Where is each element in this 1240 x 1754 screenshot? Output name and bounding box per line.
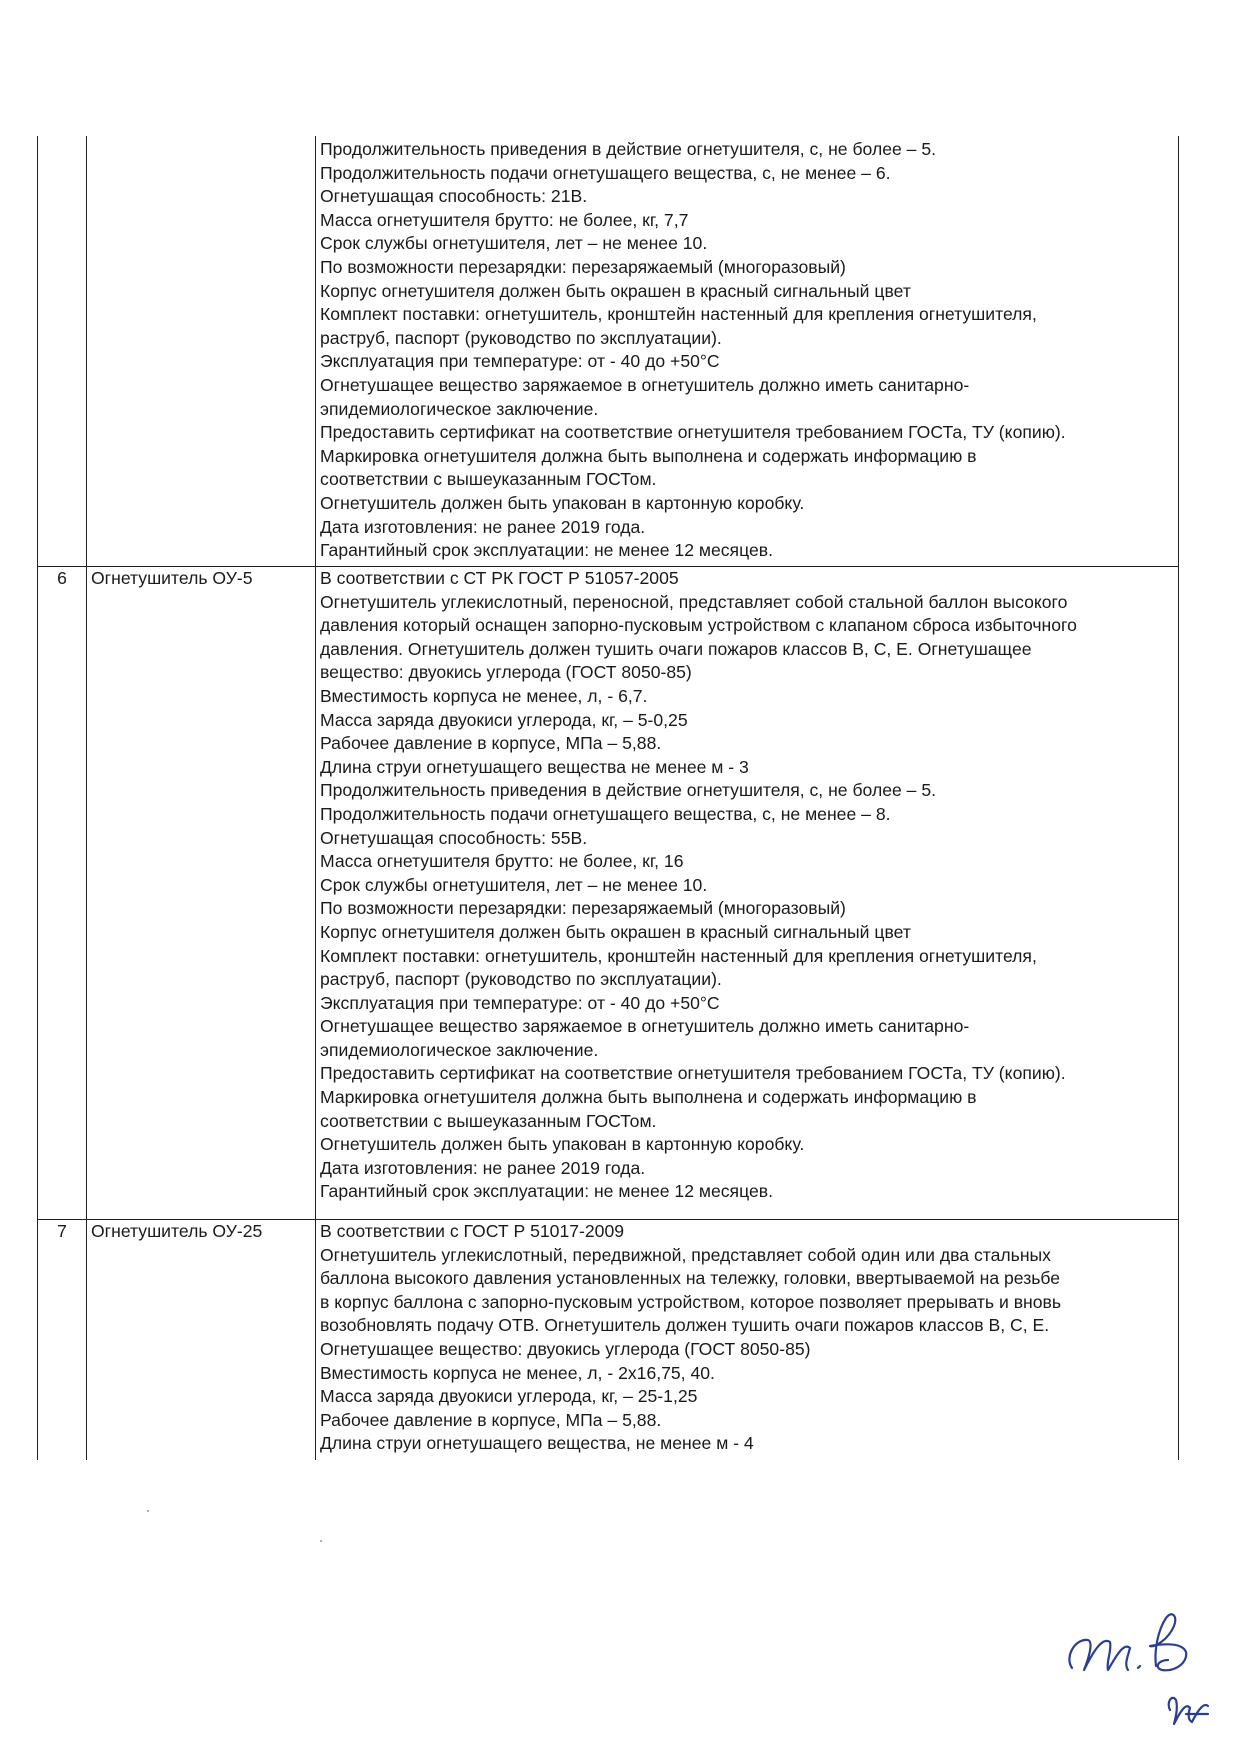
- description-line: Маркировка огнетушителя должна быть выполнена и содержать информацию в: [320, 1087, 977, 1108]
- scan-speck: [147, 1510, 149, 1512]
- item-name: Огнетушитель ОУ-25: [87, 1220, 316, 1461]
- scan-speck: [320, 1540, 322, 1542]
- item-name: Огнетушитель ОУ-5: [87, 567, 316, 1220]
- description-line: Дата изготовления: не ранее 2019 года.: [320, 1157, 646, 1178]
- description-line: Огнетушитель углекислотный, переносной, представляет собой стальной баллон высокого: [320, 591, 1068, 612]
- description-line: эпидемиологическое заключение.: [320, 398, 599, 419]
- description-line: Корпус огнетушителя должен быть окрашен в красный сигнальный цвет: [320, 921, 911, 942]
- item-description: [316, 567, 1179, 1220]
- row-number: [38, 136, 87, 567]
- description-line: баллона высокого давления установленных на тележку, головки, ввертываемой на резьбе: [320, 1268, 1061, 1289]
- description-line: вещество: двуокись углерода (ГОСТ 8050-85): [320, 662, 692, 683]
- spec-table: [37, 136, 1179, 1460]
- description-line: Огнетушитель должен быть упакован в картонную коробку.: [320, 492, 805, 513]
- item-description: [316, 136, 1179, 567]
- description-line: Рабочее давление в корпусе, МПа – 5,88.: [320, 1409, 662, 1430]
- description-line: По возможности перезарядки: перезаряжаемый (многоразовый): [320, 898, 846, 919]
- description-line: Комплект поставки: огнетушитель, кронштейн настенный для крепления огнетушителя,: [320, 304, 1037, 325]
- description-line: По возможности перезарядки: перезаряжаемый (многоразовый): [320, 256, 846, 277]
- table-row: [38, 567, 1179, 1220]
- description-line: Огнетушащая способность: 55В.: [320, 827, 588, 848]
- description-line: Предоставить сертификат на соответствие огнетушителя требованием ГОСТа, ТУ (копию).: [320, 422, 1066, 443]
- description-line: Огнетушащее вещество заряжаемое в огнетушитель должно иметь санитарно-: [320, 1016, 970, 1037]
- description-line: Дата изготовления: не ранее 2019 года.: [320, 516, 646, 537]
- table-row: [38, 136, 1179, 567]
- description-line: Огнетушащая способность: 21В.: [320, 186, 588, 207]
- description-line: Гарантийный срок эксплуатации: не менее 12 месяцев.: [320, 540, 773, 561]
- description-line: Гарантийный срок эксплуатации: не менее 12 месяцев.: [320, 1181, 773, 1202]
- description-line: Огнетушитель углекислотный, передвижной, представляет собой один или два стальных: [320, 1244, 1051, 1265]
- description-line: соответствии с вышеуказанным ГОСТом.: [320, 469, 657, 490]
- description-line: Вместимость корпуса не менее, л, - 6,7.: [320, 685, 648, 706]
- description-line: Длина струи огнетушащего вещества не менее м - 3: [320, 756, 749, 777]
- description-line: Огнетушащее вещество: двуокись углерода (ГОСТ 8050-85): [320, 1338, 811, 1359]
- description-line: раструб, паспорт (руководство по эксплуатации).: [320, 969, 722, 990]
- row-number: 7: [38, 1220, 87, 1461]
- description-line: Огнетушитель должен быть упакован в картонную коробку.: [320, 1134, 805, 1155]
- description-line: Эксплуатация при температуре: от - 40 до +50°С: [320, 351, 720, 372]
- description-line: в корпус баллона с запорно-пусковым устройством, которое позволяет прерывать и вновь: [320, 1291, 1062, 1312]
- description-line: Продолжительность подачи огнетушащего вещества, с, не менее – 8.: [320, 803, 891, 824]
- description-line: Масса огнетушителя брутто: не более, кг, 16: [320, 851, 684, 872]
- description-line: Рабочее давление в корпусе, МПа – 5,88.: [320, 733, 662, 754]
- description-line: В соответствии с СТ РК ГОСТ Р 51057-2005: [320, 568, 679, 588]
- description-line: давления который оснащен запорно-пусковым устройством с клапаном сброса избыточного: [320, 615, 1077, 636]
- description-line: возобновлять подачу ОТВ. Огнетушитель должен тушить очаги пожаров классов В, С, Е.: [320, 1315, 1050, 1336]
- description-line: Продолжительность приведения в действие огнетушителя, с, не более – 5.: [320, 780, 937, 801]
- item-description: [316, 1220, 1179, 1461]
- description-line: Срок службы огнетушителя, лет – не менее 10.: [320, 874, 708, 895]
- description-line: Комплект поставки: огнетушитель, кронштейн настенный для крепления огнетушителя,: [320, 945, 1037, 966]
- row-number: 6: [38, 567, 87, 1220]
- description-line: Длина струи огнетушащего вещества, не менее м - 4: [320, 1433, 754, 1454]
- description-line: давления. Огнетушитель должен тушить очаги пожаров классов В, С, Е. Огнетушащее: [320, 638, 1032, 659]
- description-line: Предоставить сертификат на соответствие огнетушителя требованием ГОСТа, ТУ (копию).: [320, 1063, 1066, 1084]
- description-line: Срок службы огнетушителя, лет – не менее 10.: [320, 233, 708, 254]
- description-line: Корпус огнетушителя должен быть окрашен в красный сигнальный цвет: [320, 280, 911, 301]
- description-line: Эксплуатация при температуре: от - 40 до +50°С: [320, 992, 720, 1013]
- table-row: [38, 1220, 1179, 1461]
- description-line: Масса заряда двуокиси углерода, кг, – 5-0,25: [320, 709, 688, 730]
- description-line: Масса заряда двуокиси углерода, кг, – 25-1,25: [320, 1386, 698, 1407]
- description-line: соответствии с вышеуказанным ГОСТом.: [320, 1110, 657, 1131]
- description-line: эпидемиологическое заключение.: [320, 1039, 599, 1060]
- description-line: Продолжительность подачи огнетушащего вещества, с, не менее – 6.: [320, 162, 891, 183]
- description-line: Огнетушащее вещество заряжаемое в огнетушитель должно иметь санитарно-: [320, 374, 970, 395]
- item-name: [87, 136, 316, 567]
- description-line: Масса огнетушителя брутто: не более, кг, 7,7: [320, 209, 689, 230]
- handwritten-signature: [1058, 1590, 1218, 1740]
- description-line: Вместимость корпуса не менее, л, - 2х16,75, 40.: [320, 1362, 715, 1383]
- description-line: Маркировка огнетушителя должна быть выполнена и содержать информацию в: [320, 445, 977, 466]
- description-line: В соответствии с ГОСТ Р 51017-2009: [320, 1221, 625, 1241]
- description-line: раструб, паспорт (руководство по эксплуатации).: [320, 327, 722, 348]
- description-line: Продолжительность приведения в действие огнетушителя, с, не более – 5.: [320, 139, 937, 159]
